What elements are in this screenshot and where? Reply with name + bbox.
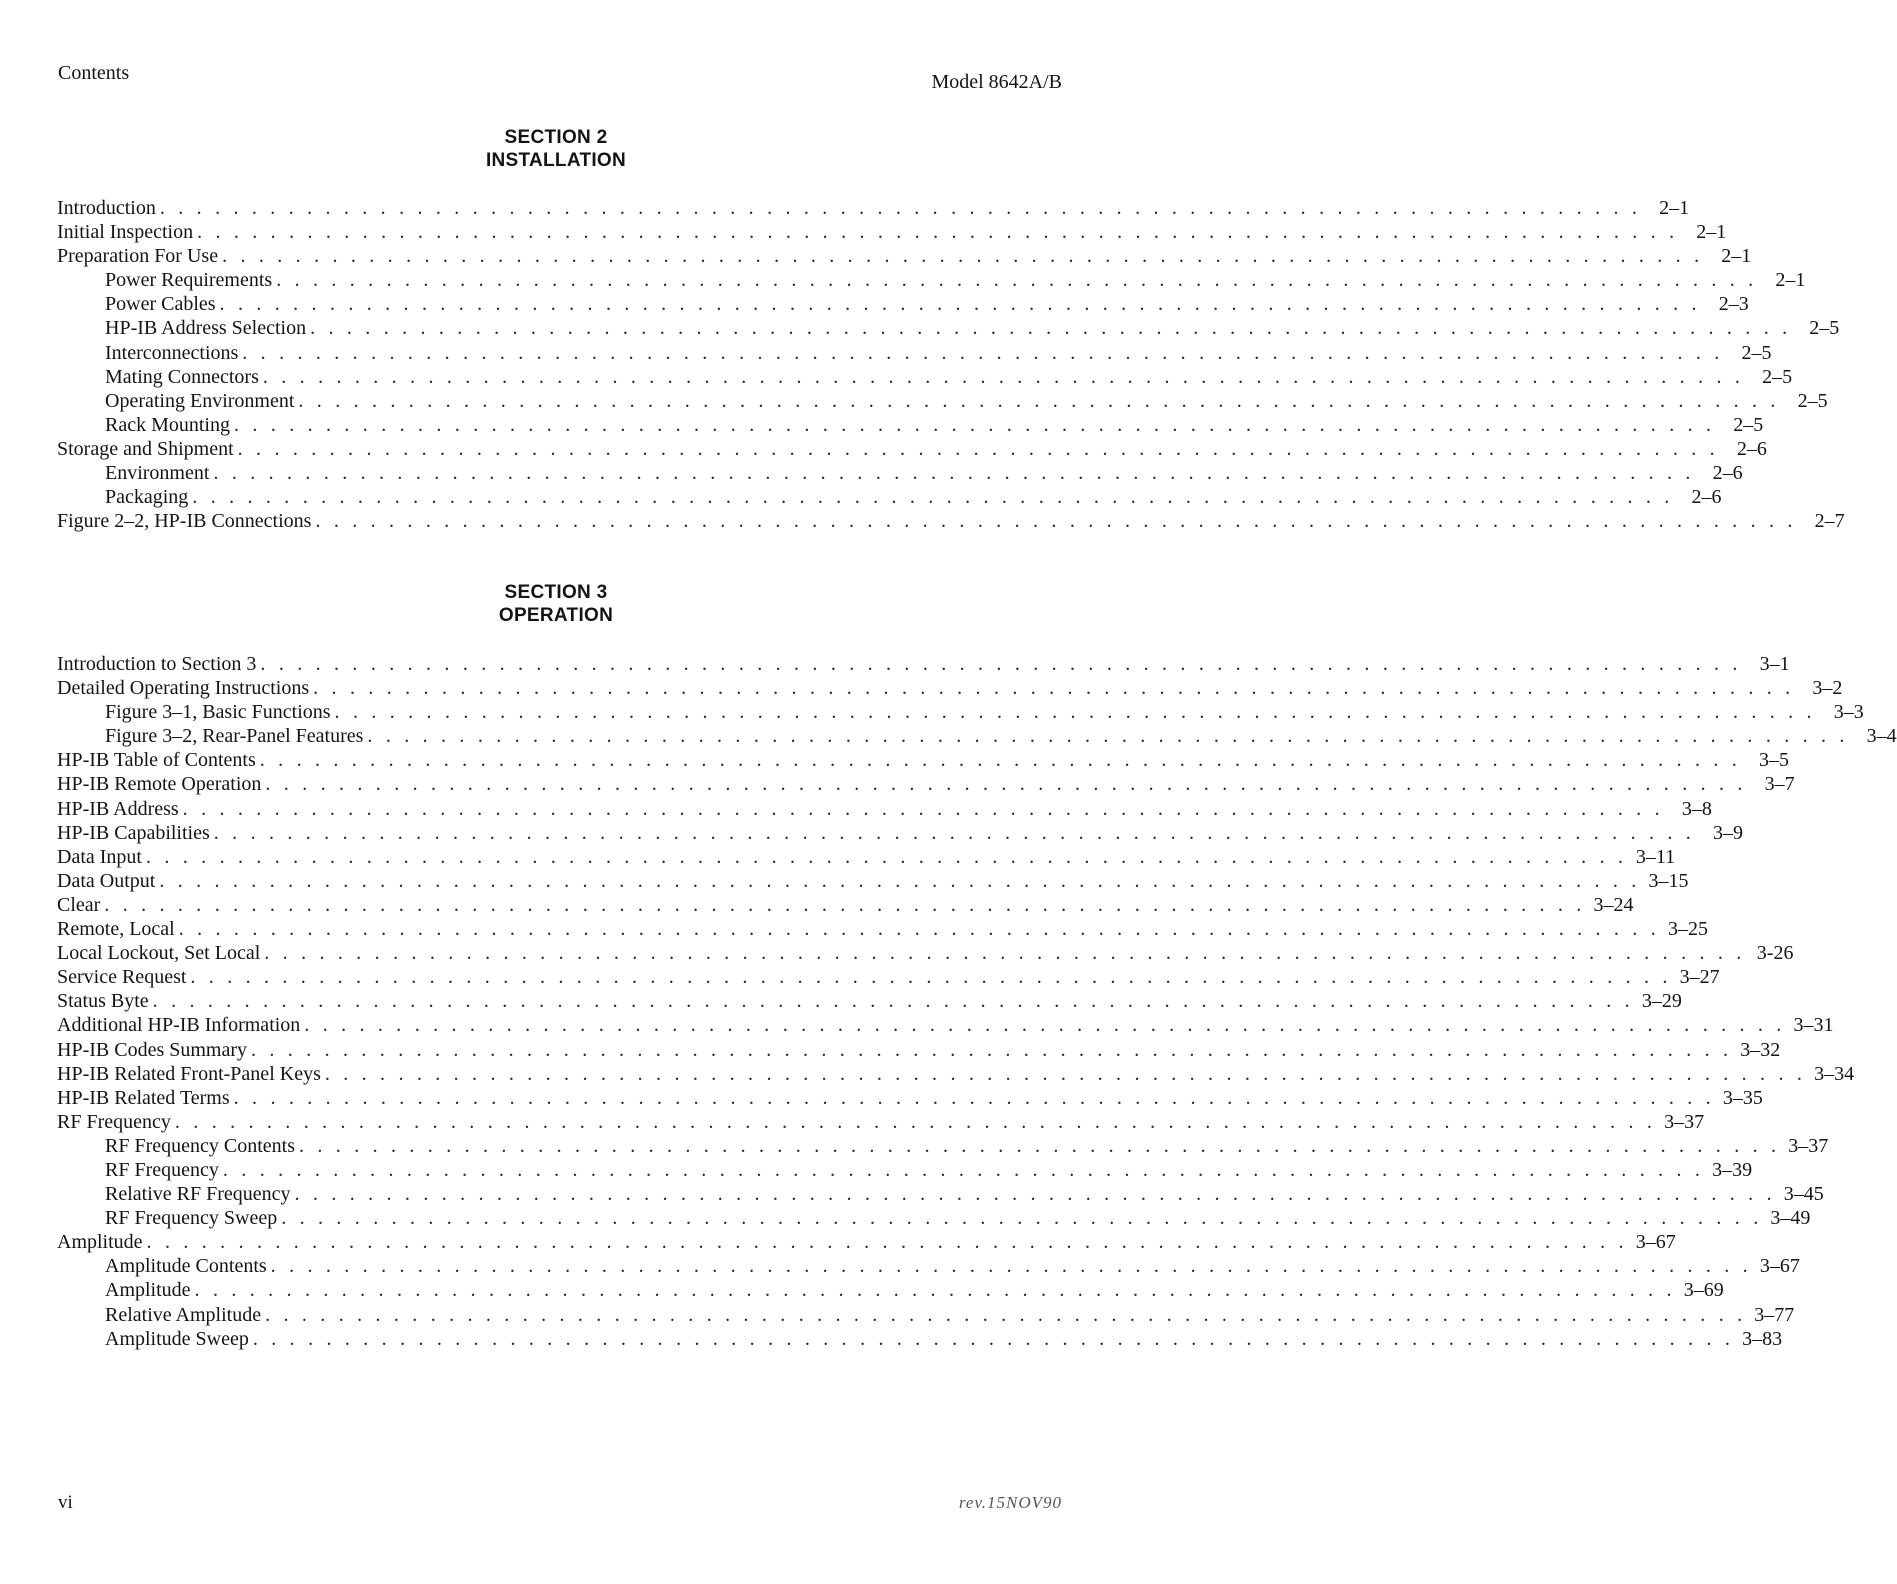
dot-leader: . . . . . . . . . . . . . . . . . . . . . . . . . . . . . . . . . . . . . . . . . . . . . . . . . . . . . . . . . . . . . . . . . . . . . . . . . . . . . . . . . [367, 725, 1849, 748]
section-2-heading: SECTION 2 [504, 127, 608, 148]
toc-entry [57, 437, 1767, 461]
toc-entry-label: Amplitude [57, 1231, 143, 1254]
toc-entry-label: Relative RF Frequency [105, 1183, 291, 1206]
toc-entry-page: 3–1 [1759, 653, 1790, 675]
toc-entry-page: 2–1 [1721, 245, 1752, 268]
toc-entry [57, 1013, 1834, 1037]
dot-leader: . . . . . . . . . . . . . . . . . . . . . . . . . . . . . . . . . . . . . . . . . . . . . . . . . . . . . . . . . . . . . . . . . . . . . . . . . . . . . . . . . [270, 1255, 1752, 1278]
toc-entry-page: 3–34 [1814, 1062, 1855, 1085]
toc-entry [57, 748, 1789, 772]
toc-entry-label: RF Frequency [57, 1110, 171, 1133]
dot-leader: . . . . . . . . . . . . . . . . . . . . . . . . . . . . . . . . . . . . . . . . . . . . . . . . . . . . . . . . . . . . . . . . . . . . . . . . . . . . . . . . . [213, 462, 1695, 485]
revision-stamp: rev.15NOV90 [958, 1493, 1062, 1512]
toc-entry [57, 196, 1690, 220]
toc-entry [57, 292, 1749, 316]
toc-entry-label: RF Frequency [105, 1158, 219, 1181]
running-header-left: Contents [58, 62, 130, 84]
toc-entry-label: Remote, Local [57, 918, 175, 941]
toc-entry-page: 3–37 [1664, 1110, 1705, 1133]
dot-leader: . . . . . . . . . . . . . . . . . . . . . . . . . . . . . . . . . . . . . . . . . . . . . . . . . . . . . . . . . . . . . . . . . . . . . . . . . . . . . . . . . [159, 197, 1642, 219]
toc-entry-label: Data Output [57, 869, 156, 892]
dot-leader: . . . . . . . . . . . . . . . . . . . . . . . . . . . . . . . . . . . . . . . . . . . . . . . . . . . . . . . . . . . . . . . . . . . . . . . . . . . . . . . . . [159, 869, 1641, 892]
toc-entry-page: 3–27 [1679, 966, 1720, 989]
toc-entry-label: Power Cables [105, 293, 216, 316]
toc-entry [57, 365, 1793, 389]
toc-entry-page: 3–77 [1754, 1303, 1795, 1326]
toc-entry-label: HP-IB Address [57, 797, 179, 820]
toc-entry [57, 917, 1708, 941]
toc-entry [57, 341, 1772, 365]
toc-entry-page: 2–5 [1762, 365, 1793, 388]
toc-entry-label: Figure 3–1, Basic Functions [105, 701, 331, 724]
toc-entry-page: 3–49 [1770, 1207, 1811, 1230]
toc-entry-label: Operating Environment [105, 389, 295, 412]
toc-entry-page: 3–67 [1759, 1255, 1800, 1278]
dot-leader: . . . . . . . . . . . . . . . . . . . . . . . . . . . . . . . . . . . . . . . . . . . . . . . . . . . . . . . . . . . . . . . . . . . . . . . . . . . . . . . . . [260, 653, 1742, 675]
toc-entry [57, 941, 1794, 965]
toc-entry [57, 1110, 1705, 1134]
dot-leader: . . . . . . . . . . . . . . . . . . . . . . . . . . . . . . . . . . . . . . . . . . . . . . . . . . . . . . . . . . . . . . . . . . . . . . . . . . . . . . . . . [299, 1134, 1781, 1157]
toc-entry [57, 220, 1727, 244]
toc-entry [57, 461, 1743, 485]
toc-entry-label: Introduction to Section 3 [57, 653, 257, 675]
dot-leader: . . . . . . . . . . . . . . . . . . . . . . . . . . . . . . . . . . . . . . . . . . . . . . . . . . . . . . . . . . . . . . . . . . . . . . . . . . . . . . . . . [145, 845, 1628, 868]
toc-entry-label: HP-IB Capabilities [57, 821, 210, 844]
toc-entry-page: 3–11 [1635, 845, 1676, 868]
toc-entry [57, 413, 1764, 437]
toc-entry-page: 2–5 [1809, 317, 1840, 340]
toc-entry-page: 3–83 [1742, 1327, 1783, 1350]
toc-entry [57, 652, 1790, 676]
toc-entry [57, 1254, 1800, 1278]
toc-entry-page: 3–69 [1683, 1279, 1724, 1302]
toc-entry-page: 3–8 [1681, 797, 1712, 820]
running-header-right: Model 8642A/B [931, 71, 1062, 93]
dot-leader: . . . . . . . . . . . . . . . . . . . . . . . . . . . . . . . . . . . . . . . . . . . . . . . . . . . . . . . . . . . . . . . . . . . . . . . . . . . . . . . . . [152, 990, 1634, 1013]
toc-entry [57, 485, 1722, 509]
section-3-subheading: OPERATION [498, 605, 614, 626]
dot-leader: . . . . . . . . . . . . . . . . . . . . . . . . . . . . . . . . . . . . . . . . . . . . . . . . . . . . . . . . . . . . . . . . . . . . . . . . . . . . . . . . . [197, 221, 1679, 244]
dot-leader: . . . . . . . . . . . . . . . . . . . . . . . . . . . . . . . . . . . . . . . . . . . . . . . . . . . . . . . . . . . . . . . . . . . . . . . . . . . . . . . . . [310, 317, 1792, 340]
dot-leader: . . . . . . . . . . . . . . . . . . . . . . . . . . . . . . . . . . . . . . . . . . . . . . . . . . . . . . . . . . . . . . . . . . . . . . . . . . . . . . . . . [264, 942, 1746, 965]
dot-leader: . . . . . . . . . . . . . . . . . . . . . . . . . . . . . . . . . . . . . . . . . . . . . . . . . . . . . . . . . . . . . . . . . . . . . . . . . . . . . . . . . [315, 510, 1797, 533]
toc-entry-page: 3–29 [1641, 990, 1682, 1013]
toc-entry-label: HP-IB Related Terms [57, 1086, 230, 1109]
section-3-heading: SECTION 3 [504, 582, 608, 603]
dot-leader: . . . . . . . . . . . . . . . . . . . . . . . . . . . . . . . . . . . . . . . . . . . . . . . . . . . . . . . . . . . . . . . . . . . . . . . . . . . . . . . . . [265, 773, 1747, 796]
toc-entry [57, 1278, 1724, 1302]
dot-leader: . . . . . . . . . . . . . . . . . . . . . . . . . . . . . . . . . . . . . . . . . . . . . . . . . . . . . . . . . . . . . . . . . . . . . . . . . . . . . . . . . [104, 893, 1586, 916]
toc-entry-page: 2–1 [1775, 269, 1806, 292]
toc-entry-label: Local Lockout, Set Local [57, 942, 261, 965]
toc-entry [57, 1230, 1676, 1254]
toc-entry [57, 1158, 1753, 1182]
toc-entry-label: Amplitude Sweep [105, 1327, 249, 1350]
toc-entry-page: 3-26 [1756, 942, 1794, 965]
toc-entry [57, 676, 1843, 700]
toc-entry-label: HP-IB Remote Operation [57, 773, 262, 796]
toc-entry [57, 772, 1795, 796]
toc-entry-label: HP-IB Address Selection [105, 317, 307, 340]
toc-entry-page: 3–5 [1758, 749, 1789, 772]
toc-entry-page: 3–35 [1722, 1086, 1763, 1109]
toc-entry-label: Packaging [105, 486, 189, 509]
toc-entry-page: 3–4 [1866, 725, 1897, 748]
toc-entry-page: 3–67 [1635, 1231, 1676, 1254]
toc-entry [57, 1303, 1795, 1327]
toc-entry-label: Storage and Shipment [57, 437, 234, 460]
dot-leader: . . . . . . . . . . . . . . . . . . . . . . . . . . . . . . . . . . . . . . . . . . . . . . . . . . . . . . . . . . . . . . . . . . . . . . . . . . . . . . . . . [237, 437, 1719, 460]
dot-leader: . . . . . . . . . . . . . . . . . . . . . . . . . . . . . . . . . . . . . . . . . . . . . . . . . . . . . . . . . . . . . . . . . . . . . . . . . . . . . . . . . [194, 1279, 1676, 1302]
toc-entry-page: 3–37 [1788, 1134, 1829, 1157]
dot-leader: . . . . . . . . . . . . . . . . . . . . . . . . . . . . . . . . . . . . . . . . . . . . . . . . . . . . . . . . . . . . . . . . . . . . . . . . . . . . . . . . . [178, 918, 1660, 941]
dot-leader: . . . . . . . . . . . . . . . . . . . . . . . . . . . . . . . . . . . . . . . . . . . . . . . . . . . . . . . . . . . . . . . . . . . . . . . . . . . . . . . . . [222, 1158, 1705, 1181]
toc-entry [57, 724, 1897, 748]
dot-leader: . . . . . . . . . . . . . . . . . . . . . . . . . . . . . . . . . . . . . . . . . . . . . . . . . . . . . . . . . . . . . . . . . . . . . . . . . . . . . . . . . [298, 389, 1780, 412]
toc-entry-page: 3–25 [1667, 918, 1708, 941]
toc-entry [57, 821, 1743, 845]
toc-entry-label: Detailed Operating Instructions [57, 677, 310, 700]
toc-entry-page: 2–1 [1696, 221, 1727, 244]
toc-entry-label: Status Byte [57, 990, 149, 1013]
toc-entry [57, 1038, 1781, 1062]
toc-entry [57, 1206, 1811, 1230]
toc-entry-label: Figure 3–2, Rear-Panel Features [105, 725, 364, 748]
dot-leader: . . . . . . . . . . . . . . . . . . . . . . . . . . . . . . . . . . . . . . . . . . . . . . . . . . . . . . . . . . . . . . . . . . . . . . . . . . . . . . . . . [233, 1086, 1715, 1109]
toc-entry-page: 2–3 [1718, 293, 1749, 316]
toc-entry-page: 3–3 [1833, 701, 1864, 724]
toc-entry [57, 965, 1720, 989]
dot-leader: . . . . . . . . . . . . . . . . . . . . . . . . . . . . . . . . . . . . . . . . . . . . . . . . . . . . . . . . . . . . . . . . . . . . . . . . . . . . . . . . . [242, 341, 1724, 364]
toc-entry-page: 3–31 [1793, 1014, 1834, 1037]
toc-entry-label: Introduction [57, 197, 156, 219]
toc-entry-page: 2–7 [1814, 510, 1845, 533]
toc-entry-label: Amplitude [105, 1279, 191, 1302]
section-2-subheading: INSTALLATION [485, 150, 627, 171]
toc-entry [57, 989, 1682, 1013]
toc-entry-label: Initial Inspection [57, 221, 194, 244]
toc-entry-page: 2–6 [1736, 437, 1767, 460]
toc-entry [57, 509, 1845, 533]
toc-entry-page: 2–5 [1741, 341, 1772, 364]
section-2-title [0, 126, 1112, 172]
dot-leader: . . . . . . . . . . . . . . . . . . . . . . . . . . . . . . . . . . . . . . . . . . . . . . . . . . . . . . . . . . . . . . . . . . . . . . . . . . . . . . . . . [146, 1231, 1628, 1254]
toc-entry [57, 1134, 1829, 1158]
dot-leader: . . . . . . . . . . . . . . . . . . . . . . . . . . . . . . . . . . . . . . . . . . . . . . . . . . . . . . . . . . . . . . . . . . . . . . . . . . . . . . . . . [281, 1207, 1763, 1230]
dot-leader: . . . . . . . . . . . . . . . . . . . . . . . . . . . . . . . . . . . . . . . . . . . . . . . . . . . . . . . . . . . . . . . . . . . . . . . . . . . . . . . . . [324, 1062, 1807, 1085]
toc-entry [57, 389, 1828, 413]
dot-leader: . . . . . . . . . . . . . . . . . . . . . . . . . . . . . . . . . . . . . . . . . . . . . . . . . . . . . . . . . . . . . . . . . . . . . . . . . . . . . . . . . [276, 269, 1758, 292]
dot-leader: . . . . . . . . . . . . . . . . . . . . . . . . . . . . . . . . . . . . . . . . . . . . . . . . . . . . . . . . . . . . . . . . . . . . . . . . . . . . . . . . . [219, 293, 1701, 316]
toc-entry-page: 3–45 [1783, 1183, 1824, 1206]
toc-entry-page: 3–7 [1764, 773, 1795, 796]
toc-entry-page: 2–5 [1733, 413, 1764, 436]
toc-entry [57, 316, 1840, 340]
dot-leader: . . . . . . . . . . . . . . . . . . . . . . . . . . . . . . . . . . . . . . . . . . . . . . . . . . . . . . . . . . . . . . . . . . . . . . . . . . . . . . . . . [222, 245, 1704, 268]
toc-entry-label: Rack Mounting [105, 413, 230, 436]
toc-entry-label: Data Input [57, 845, 142, 868]
dot-leader: . . . . . . . . . . . . . . . . . . . . . . . . . . . . . . . . . . . . . . . . . . . . . . . . . . . . . . . . . . . . . . . . . . . . . . . . . . . . . . . . . [234, 413, 1716, 436]
dot-leader: . . . . . . . . . . . . . . . . . . . . . . . . . . . . . . . . . . . . . . . . . . . . . . . . . . . . . . . . . . . . . . . . . . . . . . . . . . . . . . . . . [304, 1014, 1786, 1037]
toc-entry [57, 869, 1689, 893]
dot-leader: . . . . . . . . . . . . . . . . . . . . . . . . . . . . . . . . . . . . . . . . . . . . . . . . . . . . . . . . . . . . . . . . . . . . . . . . . . . . . . . . . [190, 966, 1672, 989]
dot-leader: . . . . . . . . . . . . . . . . . . . . . . . . . . . . . . . . . . . . . . . . . . . . . . . . . . . . . . . . . . . . . . . . . . . . . . . . . . . . . . . . . [251, 1038, 1733, 1061]
toc-entry-page: 2–6 [1712, 462, 1743, 485]
toc-entry [57, 893, 1634, 917]
dot-leader: . . . . . . . . . . . . . . . . . . . . . . . . . . . . . . . . . . . . . . . . . . . . . . . . . . . . . . . . . . . . . . . . . . . . . . . . . . . . . . . . . [213, 821, 1695, 844]
toc-entry-label: HP-IB Table of Contents [57, 749, 256, 772]
dot-leader: . . . . . . . . . . . . . . . . . . . . . . . . . . . . . . . . . . . . . . . . . . . . . . . . . . . . . . . . . . . . . . . . . . . . . . . . . . . . . . . . . [182, 797, 1664, 820]
toc-entry-page: 2–5 [1797, 389, 1828, 412]
dot-leader: . . . . . . . . . . . . . . . . . . . . . . . . . . . . . . . . . . . . . . . . . . . . . . . . . . . . . . . . . . . . . . . . . . . . . . . . . . . . . . . . . [294, 1183, 1776, 1206]
toc-entry-label: Figure 2–2, HP-IB Connections [57, 510, 312, 533]
toc-entry-page: 2–1 [1659, 197, 1690, 219]
toc-entry-label: Relative Amplitude [105, 1303, 262, 1326]
toc-entry-label: Mating Connectors [105, 365, 259, 388]
toc-entry-label: HP-IB Related Front-Panel Keys [57, 1062, 321, 1085]
toc-entry-label: Additional HP-IB Information [57, 1014, 301, 1037]
dot-leader: . . . . . . . . . . . . . . . . . . . . . . . . . . . . . . . . . . . . . . . . . . . . . . . . . . . . . . . . . . . . . . . . . . . . . . . . . . . . . . . . . [334, 701, 1816, 724]
toc-entry-label: Clear [57, 893, 101, 916]
dot-leader: . . . . . . . . . . . . . . . . . . . . . . . . . . . . . . . . . . . . . . . . . . . . . . . . . . . . . . . . . . . . . . . . . . . . . . . . . . . . . . . . . [252, 1327, 1735, 1350]
toc-entry [57, 797, 1712, 821]
toc-entry-page: 3–15 [1648, 869, 1689, 892]
toc-entry-label: Preparation For Use [57, 245, 219, 268]
section-3-title [0, 581, 1112, 627]
dot-leader: . . . . . . . . . . . . . . . . . . . . . . . . . . . . . . . . . . . . . . . . . . . . . . . . . . . . . . . . . . . . . . . . . . . . . . . . . . . . . . . . . [192, 486, 1674, 509]
dot-leader: . . . . . . . . . . . . . . . . . . . . . . . . . . . . . . . . . . . . . . . . . . . . . . . . . . . . . . . . . . . . . . . . . . . . . . . . . . . . . . . . . [265, 1303, 1747, 1326]
toc-entry [57, 244, 1752, 268]
toc-entry-label: Interconnections [105, 341, 239, 364]
dot-leader: . . . . . . . . . . . . . . . . . . . . . . . . . . . . . . . . . . . . . . . . . . . . . . . . . . . . . . . . . . . . . . . . . . . . . . . . . . . . . . . . . [259, 749, 1741, 772]
page-number: vi [58, 1492, 73, 1513]
toc-entry-page: 3–32 [1740, 1038, 1781, 1061]
toc-entry [57, 1086, 1763, 1110]
toc-entry-label: RF Frequency Sweep [105, 1207, 278, 1230]
dot-leader: . . . . . . . . . . . . . . . . . . . . . . . . . . . . . . . . . . . . . . . . . . . . . . . . . . . . . . . . . . . . . . . . . . . . . . . . . . . . . . . . . [262, 365, 1745, 388]
toc-section-2 [57, 196, 1845, 533]
dot-leader: . . . . . . . . . . . . . . . . . . . . . . . . . . . . . . . . . . . . . . . . . . . . . . . . . . . . . . . . . . . . . . . . . . . . . . . . . . . . . . . . . [174, 1110, 1657, 1133]
toc-entry [57, 700, 1864, 724]
toc-entry-page: 3–2 [1812, 677, 1843, 700]
toc-entry [57, 1182, 1824, 1206]
toc-entry [57, 845, 1676, 869]
toc-entry-label: RF Frequency Contents [105, 1134, 295, 1157]
toc-entry [57, 268, 1806, 292]
toc-entry-label: Amplitude Contents [105, 1255, 267, 1278]
toc-entry-page: 3–9 [1712, 821, 1743, 844]
toc-entry-page: 3–39 [1712, 1158, 1753, 1181]
dot-leader: . . . . . . . . . . . . . . . . . . . . . . . . . . . . . . . . . . . . . . . . . . . . . . . . . . . . . . . . . . . . . . . . . . . . . . . . . . . . . . . . . [313, 677, 1795, 700]
toc-entry-page: 2–6 [1691, 486, 1722, 509]
toc-entry-label: Service Request [57, 966, 187, 989]
toc-section-3 [57, 652, 1897, 1351]
toc-entry-label: Power Requirements [105, 269, 273, 292]
toc-entry-page: 3–24 [1593, 893, 1634, 916]
toc-entry [57, 1062, 1855, 1086]
toc-entry [57, 1327, 1783, 1351]
toc-entry-label: HP-IB Codes Summary [57, 1038, 247, 1061]
toc-entry-label: Environment [105, 462, 210, 485]
